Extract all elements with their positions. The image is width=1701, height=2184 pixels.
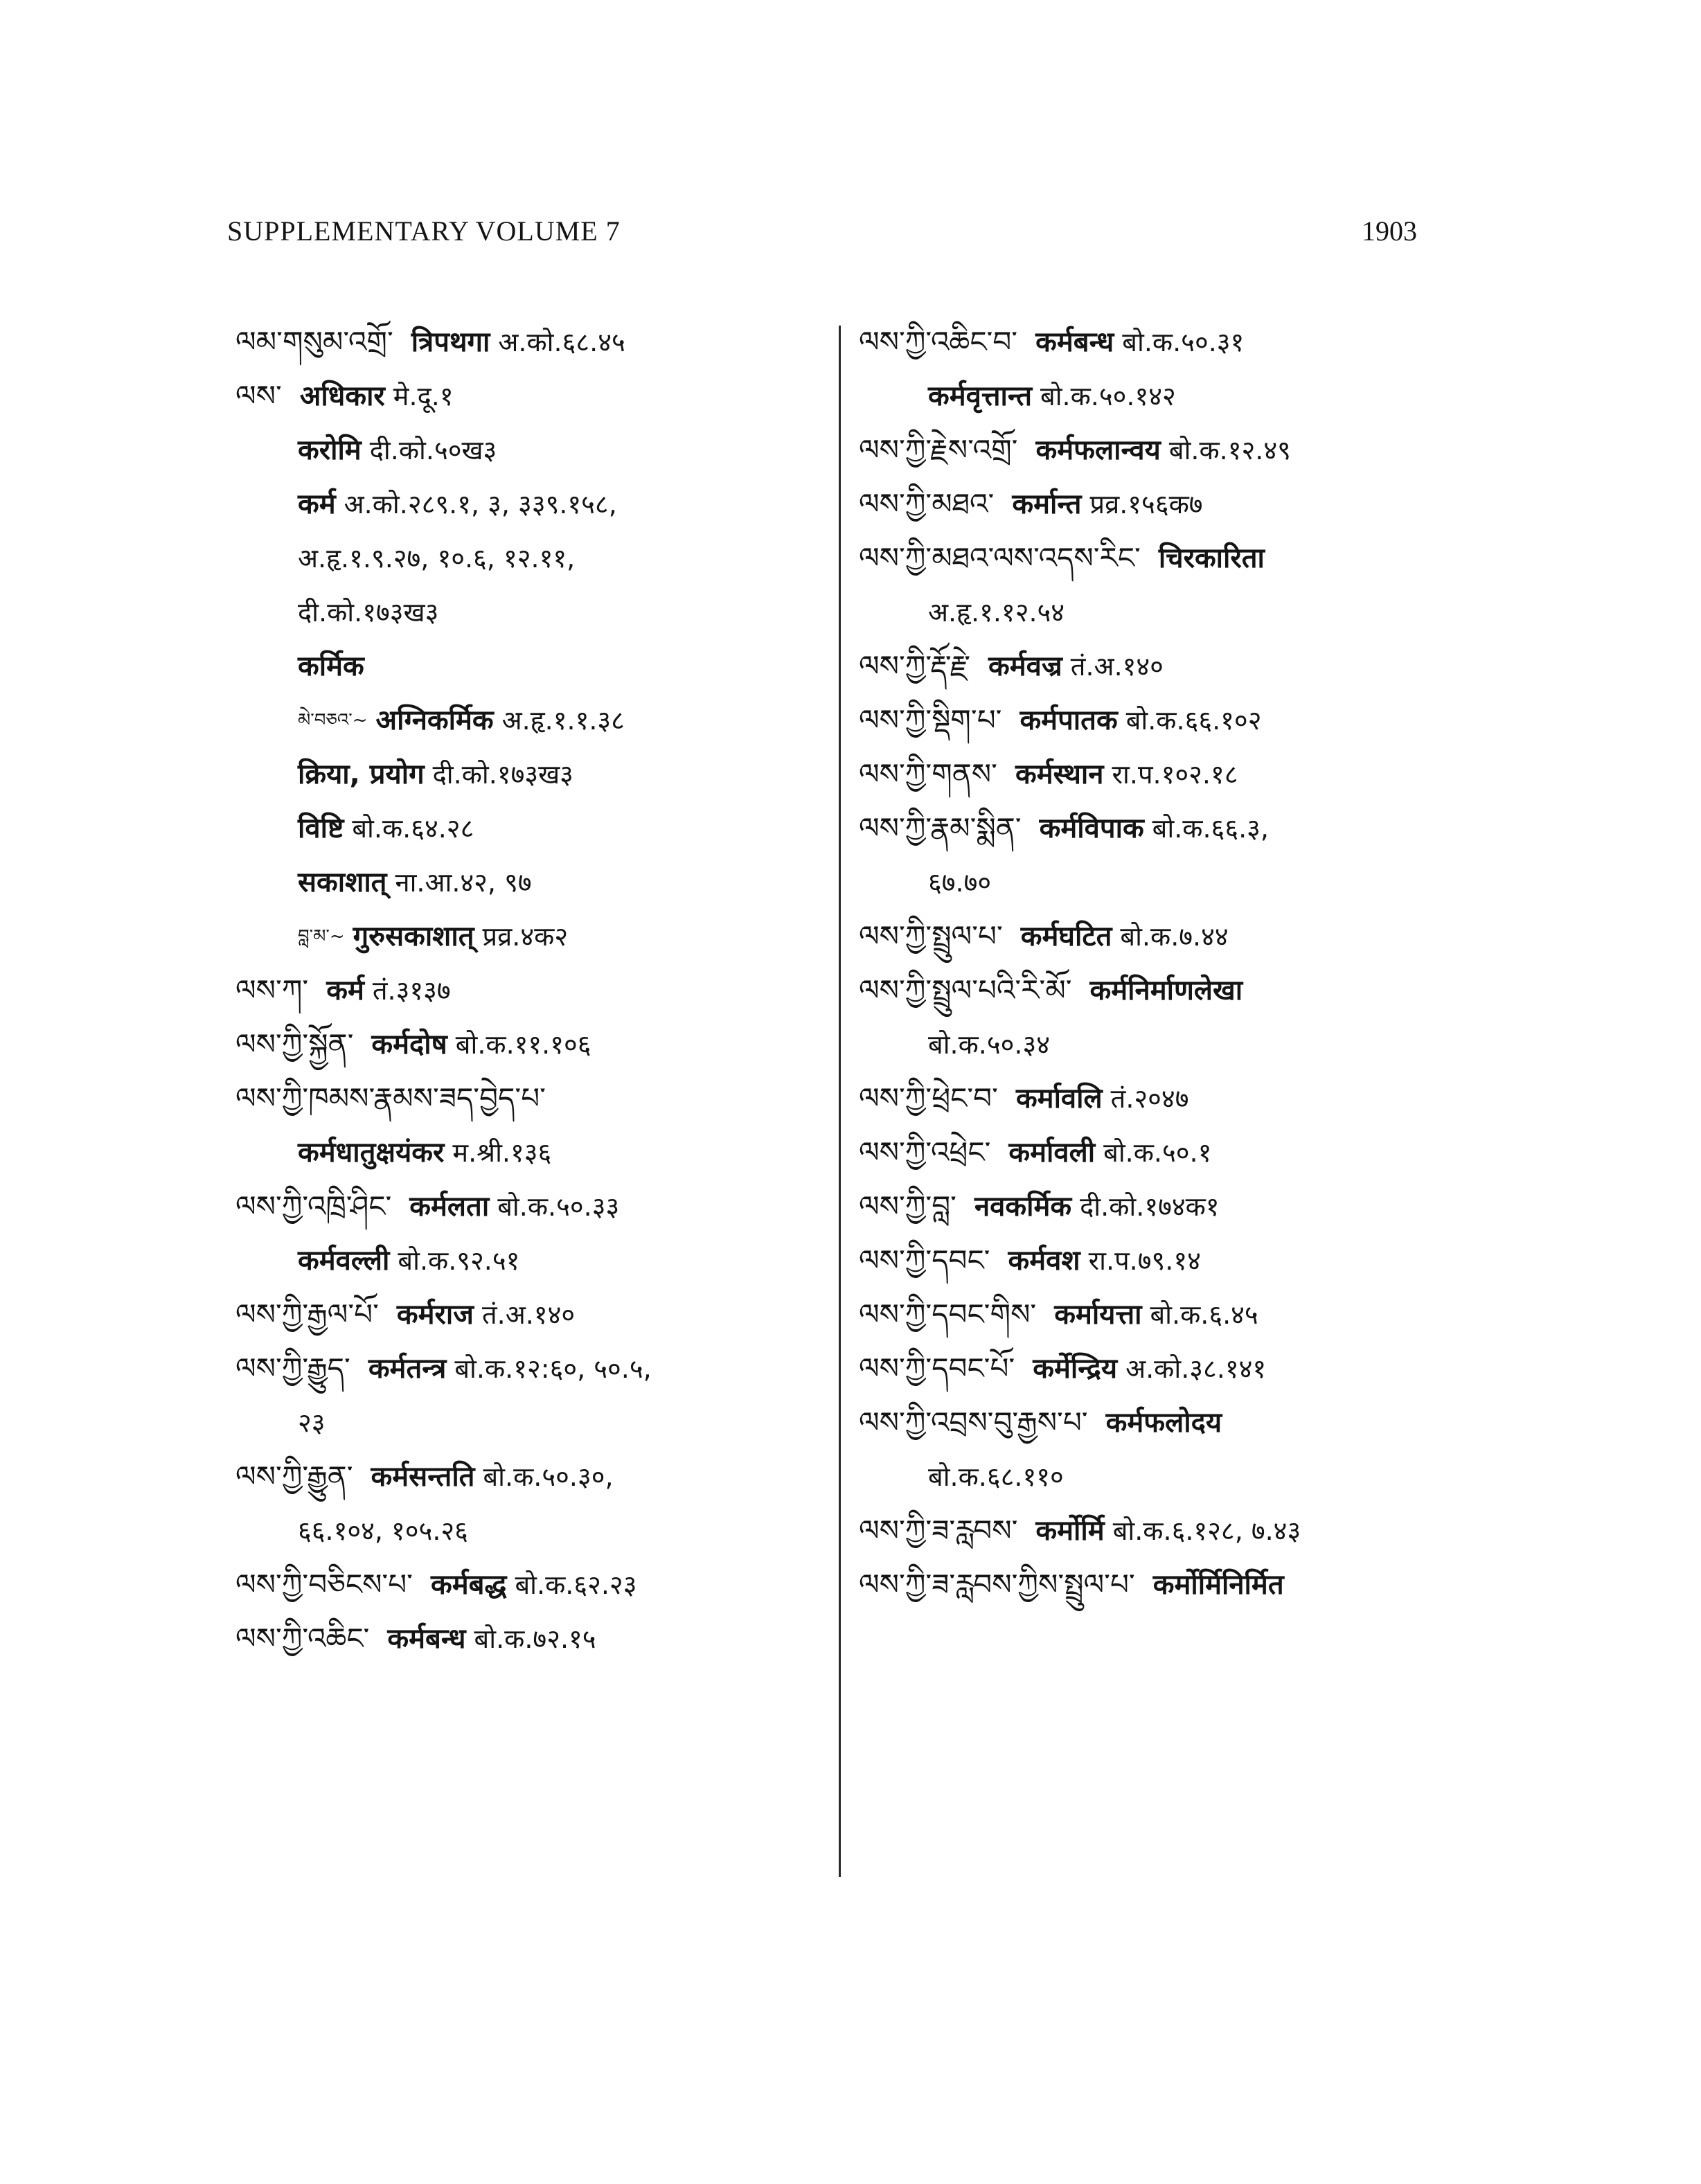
reference: प्रव्र.१५६क७ (1089, 489, 1203, 520)
sanskrit-term: कर्मवृत्तान्त (928, 380, 1032, 412)
reference: बो.क.५०.१ (1103, 1137, 1212, 1168)
entry-line (859, 964, 1454, 1018)
sanskrit-term: विष्टि (298, 813, 344, 844)
tibetan-term: ལས་ཀྱི་བཅིངས་པ་ (235, 1568, 413, 1601)
entry-line (235, 531, 817, 585)
reference: बो.क.५०.१४२ (1040, 381, 1176, 411)
entry-line (859, 477, 1454, 531)
reference: बो.क.१२:६०, ५०.५, (454, 1353, 652, 1384)
sanskrit-term: कर्मावली (1008, 1137, 1096, 1169)
right-column (859, 315, 1454, 1612)
entry-line (235, 369, 817, 423)
entry-line (235, 315, 817, 369)
tibetan-term: ལས་ཀྱི་རྒྱུད་ (235, 1351, 350, 1385)
reference: बो.क.६६.१०२ (1125, 705, 1262, 736)
entry-line (235, 855, 817, 909)
entry-line (235, 1288, 817, 1342)
tibetan-term: ལས་ཀྱི་ཕྲེང་བ་ (859, 1081, 998, 1115)
reference: अ.हृ.१.१२.५४ (928, 597, 1065, 628)
entry-line (235, 801, 817, 855)
entry-line (859, 369, 1454, 423)
reference: बो.क.५०.३१ (1122, 327, 1245, 357)
tibetan-term: ལས་ཀྱི་རྗེས་འགྲོ་ (859, 433, 1018, 467)
entry-line (235, 1126, 817, 1180)
entry-line (859, 423, 1454, 477)
sanskrit-term: सकाशात् (298, 867, 387, 898)
sanskrit-term: कर्मवल्ली (298, 1245, 390, 1277)
tibetan-term: ལས་ཀྱི་འཆིང་ (235, 1622, 370, 1655)
reference: अ.हृ.१.९.२७, १०.६, १२.११, (298, 543, 576, 574)
tibetan-term: ལས་ཀྱི་འབྲས་བུ་རྒྱས་པ་ (859, 1405, 1088, 1439)
reference: बो.क.६.४५ (1150, 1299, 1258, 1330)
entry-line (859, 639, 1454, 693)
reference: बो.क.६.१२८, ७.४३ (1112, 1516, 1301, 1546)
sanskrit-term: कर्मफलान्वय (1035, 434, 1161, 466)
reference: प्रव्र.४क२ (482, 921, 569, 952)
entry-line (235, 964, 817, 1018)
tibetan-term: ལས་ཀྱི་ཟ་རླབས་ (859, 1513, 1018, 1547)
reference: ६६.१०४, १०५.२६ (298, 1516, 468, 1546)
reference: बो.क.११.१०६ (455, 1029, 591, 1060)
sanskrit-term: कर्मवश (1008, 1245, 1080, 1277)
reference: बो.क.७२.१५ (474, 1624, 596, 1654)
reference: अ.को.३८.१४१ (1125, 1353, 1267, 1384)
reference: रा.प.७९.१४ (1088, 1245, 1201, 1276)
tibetan-term: ལས་ཀྱི་རྒྱལ་པོ་ (235, 1297, 379, 1331)
tibetan-term: ལས་ཀ་ (235, 973, 309, 1007)
entry-line (235, 1396, 817, 1450)
reference: अ.को.२८९.१, ३, ३३९.१५८, (344, 489, 617, 520)
reference: बो.क.७.४४ (1120, 921, 1229, 952)
reference: म.श्री.१३६ (452, 1137, 552, 1168)
tibetan-term: ལས་ཀྱི་འཆིང་བ་ (859, 325, 1018, 359)
entry-line (859, 801, 1454, 855)
tibetan-term: ལས་ཀྱི་རྒྱུན་ (235, 1459, 353, 1493)
column-divider (839, 326, 841, 1877)
entry-line (235, 693, 817, 747)
tibetan-term: ལས་ཀྱི་འཁྲི་ཤིང་ (235, 1189, 392, 1223)
sanskrit-term: कर्मघटित (1020, 921, 1112, 952)
tibetan-term: ལས་ཀྱི་འཕྲེང་ (859, 1135, 991, 1169)
reference: बो.क.५०.३३ (497, 1191, 620, 1222)
tibetan-compound: བླ་མ་~ (298, 926, 345, 947)
entry-line (235, 477, 817, 531)
sanskrit-term: नवकर्मिक (974, 1191, 1072, 1223)
sanskrit-term: गुरुसकाशात् (353, 921, 474, 952)
sanskrit-term: कर्मान्त (1012, 488, 1082, 520)
reference: बो.क.६६.३, (1152, 813, 1269, 844)
sanskrit-term: कर्मधातुक्षयंकर (298, 1137, 445, 1169)
sanskrit-term: अधिकार (299, 380, 385, 412)
tibetan-term: ལས་ཀྱི་ཁམས་རྣམས་ཟད་བྱེད་པ་ (235, 1081, 546, 1115)
reference: तं.३१३७ (372, 975, 451, 1006)
tibetan-compound: མེ་བཅའ་~ (298, 710, 368, 731)
entry-line (235, 1234, 817, 1288)
sanskrit-term: अग्निकर्मिक (375, 704, 494, 736)
entry-line (859, 585, 1454, 639)
entry-line (235, 585, 817, 639)
reference: २३ (298, 1408, 326, 1438)
entry-line (859, 1450, 1454, 1504)
sanskrit-term: कर्मबन्ध (387, 1623, 466, 1655)
tibetan-term: ལས་ཀྱི་དབང་གིས་ (859, 1297, 1037, 1331)
sanskrit-term: कर्मराज (396, 1299, 474, 1331)
sanskrit-term: कर्मबद्ध (431, 1569, 507, 1601)
entry-line (235, 1558, 817, 1612)
sanskrit-term: कर्मपातक (1019, 704, 1118, 736)
entry-line (859, 1072, 1454, 1126)
entry-line (235, 423, 817, 477)
entry-line (859, 315, 1454, 369)
tibetan-term: ལས་ཀྱི་སྤྲུལ་པ་ (859, 919, 1003, 953)
reference: दी.को.१७३ख३ (432, 759, 573, 790)
entry-line (859, 909, 1454, 964)
sanskrit-term: कर्मावलि (1015, 1083, 1103, 1115)
entry-line (235, 1612, 817, 1666)
reference: मे.दू.१ (393, 381, 454, 411)
sanskrit-term: कर्मोर्मिनिर्मित (1152, 1569, 1284, 1601)
sanskrit-term: कर्मस्थान (1015, 758, 1104, 790)
reference: बो.क.१२.४९ (1168, 435, 1291, 465)
entry-line (859, 1018, 1454, 1072)
tibetan-term: ལས་ཀྱི་གནས་ (859, 757, 997, 791)
entry-line (235, 1018, 817, 1072)
entry-line (859, 747, 1454, 801)
tibetan-term: ལས་ (235, 379, 282, 413)
sanskrit-term: क्रिया, प्रयोग (298, 758, 425, 790)
reference: बो.क.९२.५१ (398, 1245, 520, 1276)
sanskrit-term: कर्मसन्तति (371, 1461, 475, 1493)
reference: दी.को.१७४क१ (1080, 1191, 1220, 1222)
tibetan-term: ལས་ཀྱི་རྡོ་རྗེ་ (859, 649, 971, 683)
tibetan-term: ལས་ཀྱི་རྣམ་སྨིན་ (859, 811, 1022, 845)
tibetan-term: ལམ་གསུམ་འགྲོ་ (235, 325, 393, 359)
sanskrit-term: करोमि (298, 434, 362, 466)
sanskrit-term: कर्मदोष (371, 1029, 447, 1060)
sanskrit-term: कर्म (298, 488, 336, 520)
sanskrit-term: कर्मविपाक (1039, 813, 1144, 844)
tibetan-term: ལས་ཀྱི་མཐའ་ (859, 487, 995, 521)
left-column (235, 315, 817, 1666)
entry-line (235, 639, 817, 693)
tibetan-term: ལས་ཀྱི་བླ་ (859, 1189, 956, 1223)
tibetan-term: ལས་ཀྱི་མཐའ་ལས་འདས་རིང་ (859, 541, 1141, 575)
entry-line (235, 1342, 817, 1396)
tibetan-term: ལས་ཀྱི་ཟ་རླབས་ཀྱིས་སྤྲུལ་པ་ (859, 1568, 1135, 1601)
sanskrit-term: कर्म (326, 975, 364, 1006)
sanskrit-term: कर्मबन्ध (1035, 326, 1114, 358)
sanskrit-term: कर्मतन्त्र (368, 1353, 447, 1385)
entry-line (859, 1288, 1454, 1342)
reference: बो.क.५०.३४ (928, 1029, 1051, 1060)
tibetan-term: ལས་ཀྱི་སྤྲུལ་པའི་རི་མོ་ (859, 973, 1072, 1007)
tibetan-term: ལས་ཀྱི་དབང་པོ་ (859, 1351, 1015, 1385)
page-number: 1903 (1362, 215, 1417, 247)
reference: ६७.७० (928, 867, 992, 898)
entry-line (859, 855, 1454, 909)
entry-line (859, 1234, 1454, 1288)
running-head: SUPPLEMENTARY VOLUME 7 (227, 215, 621, 247)
tibetan-term: ལས་ཀྱི་དབང་ (859, 1243, 990, 1277)
sanskrit-term: कर्मिक (298, 650, 364, 682)
reference: तं.अ.१४० (1070, 651, 1164, 682)
entry-line (235, 909, 817, 964)
sanskrit-term: चिरकारिता (1158, 542, 1265, 574)
sanskrit-term: कर्मनिर्माणलेखा (1089, 975, 1243, 1006)
reference: बो.क.६२.२३ (515, 1570, 637, 1600)
sanskrit-term: कर्मेन्द्रिय (1033, 1353, 1118, 1385)
tibetan-term: ལས་ཀྱི་སྡིག་པ་ (859, 703, 1002, 737)
reference: बो.क.६८.११० (928, 1462, 1064, 1492)
reference: दी.को.१७३ख३ (298, 597, 439, 628)
sanskrit-term: त्रिपथगा (411, 326, 490, 358)
entry-line (859, 1396, 1454, 1450)
reference: अ.को.६८.४५ (498, 327, 625, 357)
reference: दी.को.५०ख३ (369, 435, 497, 465)
reference: रा.प.१०२.१८ (1112, 759, 1238, 790)
reference: बो.क.५०.३०, (483, 1462, 614, 1492)
entry-line (235, 747, 817, 801)
entry-line (859, 1126, 1454, 1180)
entry-line (235, 1450, 817, 1504)
sanskrit-term: कर्मोर्मि (1035, 1515, 1105, 1547)
entry-line (235, 1180, 817, 1234)
sanskrit-term: कर्मवज्र (988, 650, 1062, 682)
entry-line (859, 693, 1454, 747)
reference: ना.आ.४२, ९७ (395, 867, 532, 898)
entry-line (859, 1342, 1454, 1396)
entry-line (235, 1504, 817, 1558)
reference: अ.हृ.१.१.३८ (501, 705, 625, 736)
sanskrit-term: कर्मफलोदय (1105, 1407, 1222, 1439)
sanskrit-term: कर्मलता (409, 1191, 490, 1223)
reference: तं.अ.१४० (481, 1299, 576, 1330)
entry-line (859, 1180, 1454, 1234)
reference: बो.क.६४.२८ (352, 813, 474, 844)
entry-line (859, 531, 1454, 585)
sanskrit-term: कर्मायत्ता (1054, 1299, 1142, 1331)
entry-line (859, 1558, 1454, 1612)
tibetan-term: ལས་ཀྱི་སྐྱོན་ (235, 1027, 354, 1061)
entry-line (235, 1072, 817, 1126)
entry-line (859, 1504, 1454, 1558)
reference: तं.२०४७ (1110, 1083, 1189, 1114)
